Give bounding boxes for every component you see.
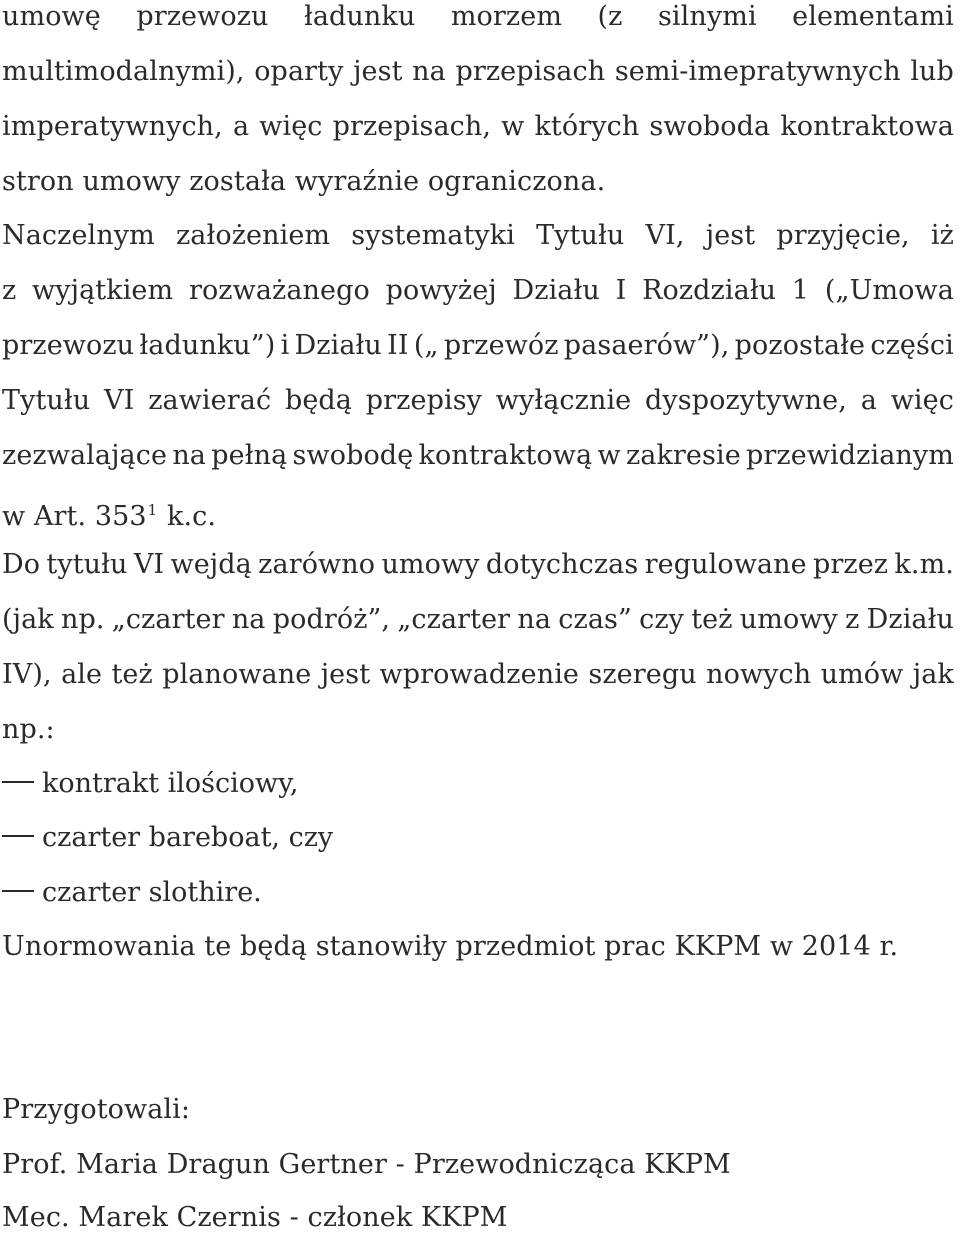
word: rozważanego <box>188 275 370 306</box>
closing-text: Unormowania te będą stanowiły przedmiot prac KKPM w 2014 r. <box>2 931 899 962</box>
word: jest <box>705 220 756 251</box>
author-2 <box>2 1201 954 1235</box>
word: II <box>387 330 409 361</box>
word: pasaerów”), <box>563 330 730 361</box>
word: zezwalające <box>2 440 168 471</box>
word: umowę <box>2 1 101 32</box>
word: a <box>860 385 877 416</box>
word: na <box>517 604 552 635</box>
word: dotychczas <box>485 549 639 580</box>
word: wyłącznie <box>495 385 632 416</box>
word: regulowane <box>644 549 807 580</box>
word: Działu <box>512 275 600 306</box>
word: przewidzianym <box>746 440 954 471</box>
paragraph-2-line-3 <box>2 329 954 363</box>
paragraph-3-line-1 <box>2 548 954 582</box>
word: VI, <box>645 220 685 251</box>
list-item <box>2 767 298 801</box>
word: przyjęcie, <box>776 220 910 251</box>
paragraph-2-line-1 <box>2 219 954 253</box>
word: imperatywnych, <box>2 111 223 142</box>
word: semi-imepratywnych <box>614 56 901 87</box>
word: szeregu <box>588 659 697 690</box>
word: k.m. <box>894 549 954 580</box>
word: oparty <box>254 56 344 87</box>
paragraph-1-line-4 <box>2 165 954 199</box>
word: przez <box>812 549 889 580</box>
word: czy <box>639 604 684 635</box>
word: więc <box>890 385 954 416</box>
word: ale <box>61 659 103 690</box>
word: ładunku <box>304 1 416 32</box>
author-1 <box>2 1148 954 1182</box>
word: swoboda <box>649 111 771 142</box>
word: Tytułu <box>536 220 625 251</box>
word: (z <box>597 1 623 32</box>
word: też <box>691 604 733 635</box>
word: Do <box>2 549 41 580</box>
paragraph-2-line-4 <box>2 384 954 418</box>
paragraph-2-line-5 <box>2 439 954 473</box>
word: przewozu <box>2 330 135 361</box>
closing-sentence <box>2 930 954 964</box>
list-item-text: czarter slothire. <box>42 877 262 908</box>
word: np. <box>60 604 105 635</box>
word: lub <box>910 56 954 87</box>
word: elementami <box>792 1 954 32</box>
word: jak <box>912 659 954 690</box>
word: planowane <box>162 659 312 690</box>
word: czas” <box>558 604 632 635</box>
prepared-by-label <box>2 1093 954 1127</box>
word: przewóz <box>443 330 559 361</box>
word: na <box>412 56 446 87</box>
word: z <box>2 275 17 306</box>
word: założeniem <box>175 220 331 251</box>
paragraph-1-line-1 <box>2 0 954 34</box>
word: Tytułu <box>2 385 91 416</box>
paragraph-1-line-3 <box>2 110 954 144</box>
paragraph-3-line-4 <box>2 713 954 747</box>
code-abbreviation: k.c. <box>158 501 217 532</box>
word: multimodalnymi), <box>2 56 245 87</box>
list-item-text: czarter bareboat, czy <box>42 822 334 853</box>
dash-bullet-icon <box>2 835 34 837</box>
paragraph-3-text: np.: <box>2 714 55 745</box>
word: iż <box>930 220 954 251</box>
word: przepisach, <box>332 111 492 142</box>
word: pozostałe <box>734 330 866 361</box>
author-2-name: Mec. Marek Czernis - członek KKPM <box>2 1202 508 1233</box>
word: na <box>172 440 206 471</box>
word: na <box>231 604 266 635</box>
word: Naczelnym <box>2 220 155 251</box>
prepared-by-text: Przygotowali: <box>2 1094 191 1125</box>
word: („ <box>413 330 439 361</box>
list-item-text: kontrakt ilościowy, <box>42 768 299 799</box>
word: dyspozytywne, <box>645 385 847 416</box>
word: wejdą <box>170 549 252 580</box>
word: umów <box>820 659 904 690</box>
word: („Umowa <box>824 275 954 306</box>
word: w <box>597 440 621 471</box>
word: wprowadzenie <box>379 659 580 690</box>
word: kontraktowa <box>780 111 954 142</box>
word: „czarter <box>397 604 511 635</box>
list-item <box>2 821 333 855</box>
word: kontraktową <box>418 440 593 471</box>
word: będą <box>284 385 352 416</box>
word: zakresie <box>625 440 741 471</box>
paragraph-1-line-2 <box>2 55 954 89</box>
word: Działu <box>866 604 954 635</box>
word: VI <box>133 549 165 580</box>
word: VI <box>104 385 135 416</box>
word: a <box>232 111 250 142</box>
word: wyjątkiem <box>32 275 174 306</box>
word: których <box>534 111 640 142</box>
word: pełną <box>211 440 288 471</box>
dash-bullet-icon <box>2 890 34 892</box>
word: systematyki <box>351 220 515 251</box>
paragraph-3-line-2 <box>2 603 954 637</box>
word: powyżej <box>385 275 497 306</box>
word: części <box>870 330 954 361</box>
word: podróż”, <box>272 604 391 635</box>
word: zawierać <box>148 385 272 416</box>
paragraph-2-line-2 <box>2 274 954 308</box>
word: przepisach <box>455 56 606 87</box>
word: z <box>845 604 860 635</box>
paragraph-3-line-3 <box>2 658 954 692</box>
word: „czarter <box>111 604 225 635</box>
word: (jak <box>2 604 54 635</box>
word: w <box>501 111 525 142</box>
word: Rozdziału <box>642 275 777 306</box>
article-reference: w Art. 353 <box>2 501 147 532</box>
word: umowy <box>739 604 838 635</box>
word: silnymi <box>657 1 757 32</box>
word: tytułu <box>46 549 128 580</box>
word: IV), <box>2 659 52 690</box>
list-item <box>2 876 262 910</box>
word: swobodę <box>292 440 414 471</box>
dash-bullet-icon <box>2 781 34 783</box>
word: jest <box>320 659 371 690</box>
word: też <box>111 659 153 690</box>
word: 1 <box>791 275 810 306</box>
word: morzem <box>450 1 563 32</box>
author-1-name: Prof. Maria Dragun Gertner - Przewodnicząca KKPM <box>2 1149 731 1180</box>
word: więc <box>259 111 323 142</box>
word: i <box>280 330 290 361</box>
article-superscript: 1 <box>147 501 158 519</box>
word: ładunku”) <box>139 330 276 361</box>
paragraph-2-line-6 <box>2 493 954 534</box>
word: nowych <box>706 659 812 690</box>
word: przepisy <box>365 385 483 416</box>
word: Działu <box>294 330 382 361</box>
word: przewozu <box>136 1 269 32</box>
word: umowy <box>381 549 480 580</box>
word: jest <box>353 56 403 87</box>
paragraph-1-text: stron umowy została wyraźnie ograniczona. <box>2 166 606 197</box>
word: zarówno <box>258 549 376 580</box>
word: I <box>615 275 627 306</box>
